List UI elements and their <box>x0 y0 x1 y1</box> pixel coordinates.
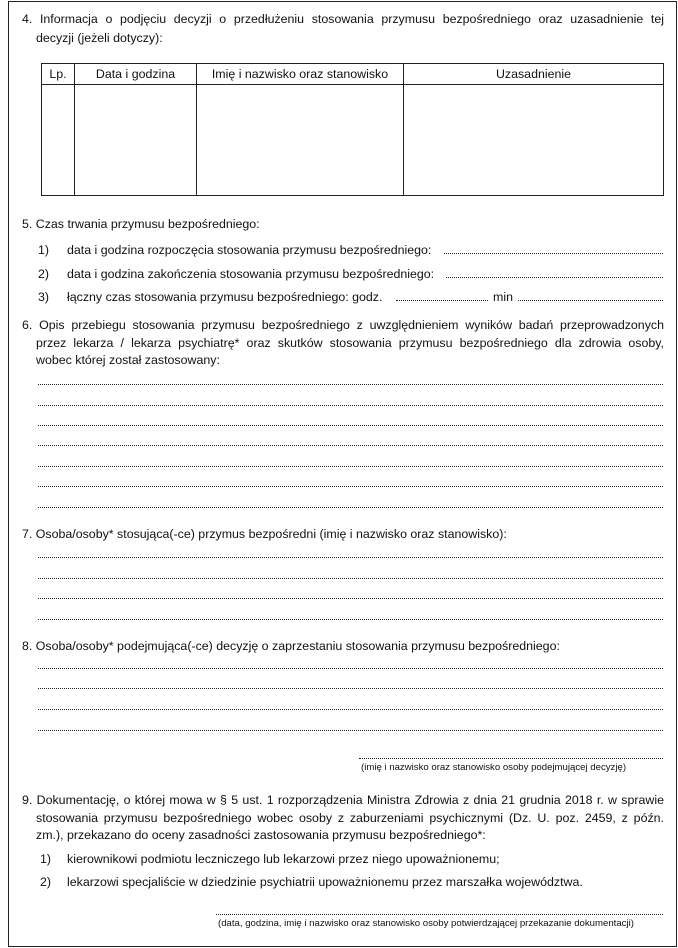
section5-heading: 5. Czas trwania przymusu bezpośredniego: <box>22 217 260 231</box>
section4-heading-line2: decyzji (jeżeli dotyczy): <box>36 31 163 45</box>
table-cell-justification[interactable] <box>404 85 664 196</box>
persons-applying-line[interactable] <box>38 598 663 599</box>
section9-line1: 9. Dokumentację, o której mowa w § 5 ust. 1 rozporządzenia Ministra Zdrowia z dnia 21 grudnia 2018 r. w sprawie <box>22 793 664 807</box>
decision-signature-field[interactable] <box>359 758 663 759</box>
section5-item1-label: data i godzina rozpoczęcia stosowania przymusu bezpośredniego: <box>67 243 432 257</box>
transfer-signature-field[interactable] <box>216 914 663 915</box>
extension-decision-table <box>41 63 664 196</box>
persons-deciding-line[interactable] <box>38 730 663 731</box>
section8-heading: 8. Osoba/osoby* podejmująca(-ce) decyzję o zaprzestaniu stosowania przymusu bezpośredniego: <box>22 639 560 653</box>
section7-heading: 7. Osoba/osoby* stosująca(-ce) przymus bezpośredni (imię i nazwisko oraz stanowisko): <box>22 527 507 541</box>
section5-item1-number: 1) <box>38 243 50 257</box>
section9-line3: zm.), przekazano do oceny zasadności zastosowania przymusu bezpośredniego*: <box>36 828 486 842</box>
minutes-unit-label: min <box>493 290 513 304</box>
description-line[interactable] <box>38 486 663 487</box>
description-line[interactable] <box>38 466 663 467</box>
column-header-name-position: Imię i nazwisko oraz stanowisko <box>197 64 404 85</box>
section5-item2-label: data i godzina zakończenia stosowania przymusu bezpośredniego: <box>67 267 435 281</box>
section6-line2: przez lekarza / lekarza psychiatrę* oraz skutków stosowania przymusu bezpośredniego dla zdrowia osoby, <box>36 336 664 350</box>
section6-line3: wobec której został zastosowany: <box>36 353 220 367</box>
description-line[interactable] <box>38 384 663 385</box>
start-datetime-field[interactable] <box>444 253 663 254</box>
section9-option1-number: 1) <box>40 852 52 866</box>
persons-applying-line[interactable] <box>38 557 663 558</box>
persons-deciding-line[interactable] <box>38 709 663 710</box>
section5-item2-number: 2) <box>38 267 50 281</box>
description-line[interactable] <box>38 507 663 508</box>
persons-applying-line[interactable] <box>38 578 663 579</box>
end-datetime-field[interactable] <box>446 277 663 278</box>
persons-deciding-line[interactable] <box>38 688 663 689</box>
table-cell-name-position[interactable] <box>197 85 404 196</box>
section5-item3-label: łączny czas stosowania przymusu bezpośredniego: godz. <box>67 290 383 304</box>
section9-line2: stosowania przymusu bezpośredniego wobec osoby z zaburzeniami psychicznymi (Dz. U. poz. 2459, z późn. <box>36 811 664 825</box>
transfer-signature-caption: (data, godzina, imię i nazwisko oraz stanowisko osoby potwierdzającej przekazanie dokumentacji) <box>218 918 634 929</box>
section5-item3-number: 3) <box>38 290 50 304</box>
column-header-date-time: Data i godzina <box>75 64 197 85</box>
total-minutes-field[interactable] <box>518 300 663 301</box>
persons-applying-line[interactable] <box>38 619 663 620</box>
section9-option2-label[interactable]: lekarzowi specjaliście w dziedzinie psychiatrii upoważnionemu przez marszałka województwa. <box>67 875 583 889</box>
total-hours-field[interactable] <box>396 300 488 301</box>
section9-option1-label[interactable]: kierownikowi podmiotu leczniczego lub lekarzowi przez niego upoważnionemu; <box>67 852 500 866</box>
section6-line1: 6. Opis przebiegu stosowania przymusu bezpośredniego z uwzględnieniem wyników badań przeprowadzonych <box>22 318 664 332</box>
description-line[interactable] <box>38 405 663 406</box>
column-header-lp: Lp. <box>42 64 75 85</box>
persons-deciding-line[interactable] <box>38 668 663 669</box>
description-line[interactable] <box>38 425 663 426</box>
section4-heading-line1: 4. Informacja o podjęciu decyzji o przedłużeniu stosowania przymusu bezpośredniego oraz uzasadnienie tej <box>22 12 664 26</box>
description-line[interactable] <box>38 445 663 446</box>
table-row[interactable] <box>42 85 664 196</box>
table-cell-lp[interactable] <box>42 85 75 196</box>
section9-option2-number: 2) <box>40 875 52 889</box>
decision-signature-caption: (imię i nazwisko oraz stanowisko osoby podejmującej decyzję) <box>361 762 627 773</box>
table-header-row <box>42 64 664 85</box>
table-cell-date-time[interactable] <box>75 85 197 196</box>
column-header-justification: Uzasadnienie <box>404 64 664 85</box>
